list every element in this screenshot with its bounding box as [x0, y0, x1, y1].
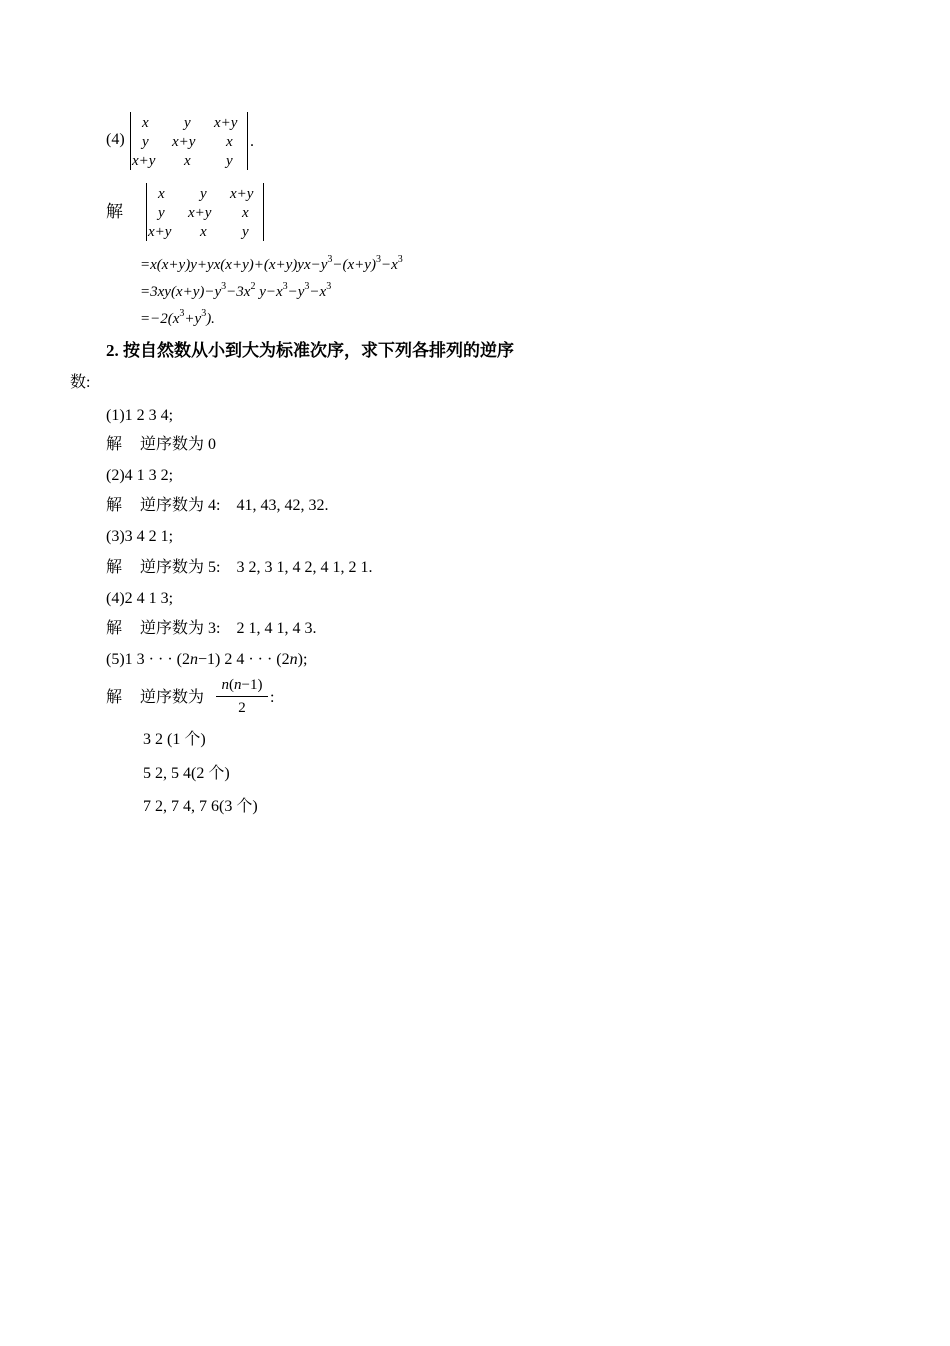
det-cell: x	[184, 153, 191, 169]
expansion-line-1: $=x(x+y)y+yx(x+y)+(x+y)yx-y^3-(x+y)^3-x^3$	[140, 254, 403, 273]
solution-label: 解	[106, 689, 123, 706]
det-cell: x	[158, 186, 165, 202]
det-cell: y	[142, 134, 149, 150]
det-cell: x+y	[172, 134, 196, 150]
solution-label: 解	[106, 497, 123, 514]
item-4-answer: 解 逆序数为 3: 2 1, 4 1, 4 3.	[106, 620, 317, 637]
det-cell: x+y	[188, 205, 212, 221]
det-cell: x	[242, 205, 249, 221]
item-3-question: (3)3 4 2 1;	[106, 528, 174, 545]
item-4-question: (4)2 4 1 3;	[106, 590, 174, 607]
det-cell: x	[200, 224, 207, 240]
inversion-count-fraction	[216, 678, 268, 716]
det-cell: x	[226, 134, 233, 150]
det-cell: y	[200, 186, 207, 202]
item-5-colon: :	[270, 689, 275, 706]
question-2-heading: 2. 按自然数从小到大为标准次序，求下列各排列的逆序	[106, 341, 514, 360]
det-cell: x+y	[214, 115, 238, 131]
solution-label: 解	[106, 559, 123, 576]
fraction-denominator: 2	[238, 700, 246, 716]
solution-label: 解	[106, 620, 123, 637]
det-cell: x	[142, 115, 149, 131]
item-5-question: (5)1 3 · · · (2n−1) 2 4 · · · (2n);	[106, 651, 308, 668]
item-3-answer: 解 逆序数为 5: 3 2, 3 1, 4 2, 4 1, 2 1.	[106, 559, 373, 576]
solution-label: 解	[106, 202, 123, 221]
fraction-numerator: n(n−1)	[221, 677, 263, 693]
sub-line: 3 2 (1 个)	[143, 731, 206, 748]
solution-label: 解	[106, 436, 123, 453]
sub-line: 7 2, 7 4, 7 6(3 个)	[143, 798, 258, 815]
expansion-line-2: $=3xy(x+y)-y^3-3x^2$ $y-x^3-y^3-x^3$	[140, 281, 332, 300]
question-2-heading-cont: 数:	[70, 374, 91, 391]
solution-determinant	[146, 183, 264, 241]
det-cell: y	[226, 153, 233, 169]
det-cell: y	[242, 224, 249, 240]
det-cell: y	[184, 115, 191, 131]
problem-determinant	[130, 112, 248, 170]
det-cell: y	[158, 205, 165, 221]
item-1-answer: 解 逆序数为 0	[106, 436, 217, 453]
item4-period: .	[250, 133, 254, 150]
item-2-answer: 解 逆序数为 4: 41, 43, 42, 32.	[106, 497, 329, 514]
det-cell: x+y	[148, 224, 172, 240]
item-5-answer-label: 解 逆序数为	[106, 689, 205, 706]
item4-label: (4)	[106, 131, 125, 148]
item-1-question: (1)1 2 3 4;	[106, 407, 174, 424]
sub-line: 5 2, 5 4(2 个)	[143, 765, 230, 782]
det-cell: x+y	[230, 186, 254, 202]
expansion-line-3: $=-2(x^3+y^3)$.	[140, 308, 215, 327]
item-2-question: (2)4 1 3 2;	[106, 467, 174, 484]
det-cell: x+y	[132, 153, 156, 169]
